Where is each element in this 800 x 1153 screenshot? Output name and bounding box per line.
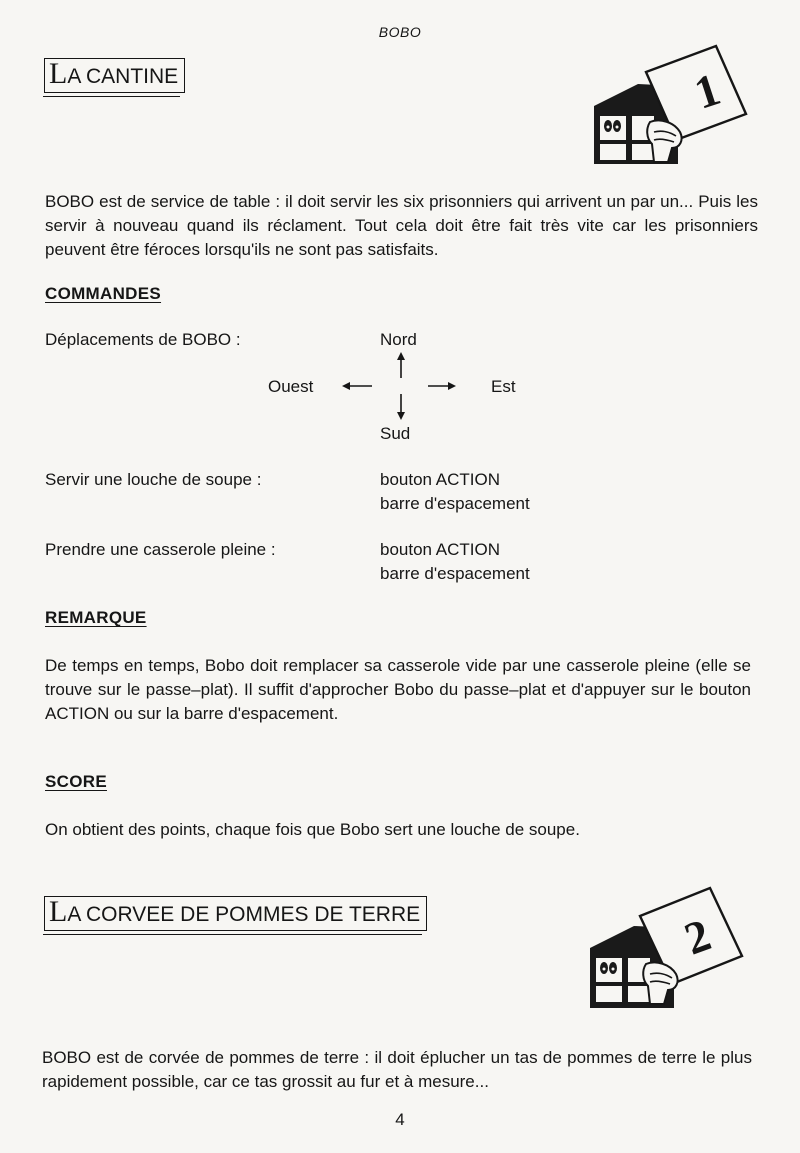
- direction-west: Ouest: [268, 377, 314, 396]
- direction-arrows: [340, 352, 460, 424]
- commandes-heading: COMMANDES: [45, 284, 162, 303]
- page-number: 4: [395, 1110, 405, 1129]
- score-heading: SCORE: [45, 772, 107, 791]
- prisoner-sign-illustration-1: [588, 44, 758, 169]
- arrow-down-icon: [397, 394, 405, 420]
- arrow-up-icon: [397, 352, 405, 378]
- arrow-left-icon: [342, 382, 372, 390]
- command-label-serve: Servir une louche de soupe :: [45, 470, 262, 489]
- running-head: BOBO: [378, 24, 422, 40]
- direction-south: Sud: [380, 424, 411, 443]
- intro-paragraph-2: BOBO est de corvée de pommes de terre : il doit éplucher un tas de pommes de terre le plus rapidement possible, car ce tas grossit au fur et à mesure...: [42, 1048, 752, 1091]
- score-paragraph: On obtient des points, chaque fois que Bobo sert une louche de soupe.: [45, 820, 580, 839]
- command-key-pan-1: bouton ACTION: [380, 540, 501, 559]
- moves-label: Déplacements de BOBO :: [45, 330, 241, 349]
- command-key-serve-2: barre d'espacement: [380, 494, 530, 513]
- badge-number: 1: [688, 63, 726, 119]
- title-initial: L: [49, 895, 68, 928]
- title-rest: A CANTINE: [67, 65, 179, 88]
- section-title-cantine: [44, 58, 185, 93]
- command-key-serve-1: bouton ACTION: [380, 470, 501, 489]
- arrow-right-icon: [428, 382, 456, 390]
- remarque-heading: REMARQUE: [45, 608, 147, 627]
- title-rest: A CORVEE DE POMMES DE TERRE: [67, 903, 421, 926]
- prisoner-sign-illustration-2: [584, 884, 754, 1012]
- remarque-paragraph: De temps en temps, Bobo doit remplacer sa casserole vide par une casserole pleine (elle se trouve sur le passe–plat). Il suffit d'approcher Bobo du passe–plat et d'appuyer sur le bouton ACTION ou sur la barre d'espacement.: [45, 656, 751, 723]
- title-initial: L: [49, 57, 68, 90]
- command-key-pan-2: barre d'espacement: [380, 564, 530, 583]
- section-title-corvee: [44, 896, 427, 931]
- intro-paragraph-1: BOBO est de service de table : il doit servir les six prisonniers qui arrivent un par un... Puis les servir à nouveau quand ils réclament. Tout cela doit être fait très vite car les prisonniers peuvent être féroces lorsqu'ils ne sont pas satisfaits.: [45, 192, 758, 259]
- badge-number: 2: [677, 908, 717, 965]
- direction-east: Est: [491, 377, 516, 396]
- command-label-pan: Prendre une casserole pleine :: [45, 540, 276, 559]
- direction-north: Nord: [380, 330, 417, 349]
